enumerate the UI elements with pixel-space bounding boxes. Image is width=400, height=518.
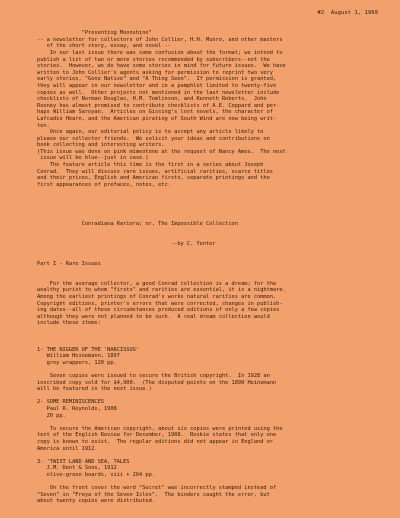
text-block [37,17,286,518]
item-text: America until 1912. [37,445,98,452]
item-text: On the front cover the word "Secret" was incorrectly stamped instead of [37,485,277,492]
article-title: Conradiana Rariora; or, The Impossible Collection [37,221,238,228]
rarity-item [37,393,286,452]
intro-line: In our last issue there was some confusion about the format; we intend to [37,49,283,56]
item-detail: Paul R. Reynolds, 1908 [37,406,117,413]
spacer [37,393,286,400]
intro-line: early stories, "Gone Native" and "A Thing Seen". If permission is granted, [37,76,277,83]
item-text: inscribed copy sold for $4,900. (The disputed points on the 1898 Heinemann [37,379,277,386]
intro-line: they will appear in our newsletter and in a pamphlet limited to twenty-five [37,82,277,89]
article-part-heading: Part I - Rare Issues [37,260,101,267]
intro-line: Once again, our editorial policy is to accept any article likely to [37,129,264,136]
item-heading: 1- THE NIGGER OF THE 'NARCISSUS' [37,346,140,353]
intro-line: publish a list of two or more stories recommended by subscribers--not the [37,56,270,63]
intro-line: copies as well. Other projects not mentioned in the last newsletter include [37,89,280,96]
intro-line: ten. [37,122,50,129]
item-text: To secure the American copyright, about six copies were printed using the [37,425,283,432]
item-text: text of the English Review for December, 1908. Roskie states that only one [37,432,277,439]
spacer [37,366,286,373]
item-text: Seven copies were issued to secure the British copyright. In 1928 an [37,373,270,380]
intro-line: The feature article this time is the first in a series about Joseph [37,162,264,169]
article-items [37,340,286,505]
intro-line: first appearances of prefaces, notes, etc. [37,181,171,188]
intro-line: -- a newsletter for collectors of John Collier, H.H. Munro, and other masters [37,36,283,43]
body-line: ing dates--all of these circumstances produced editions of only a few copies [37,307,280,314]
intro-line: (This issue was done on pink mimeotone at the request of Nancy Amos. The next [37,148,286,155]
intro-line: please our collector friends. We solicit your ideas and contributions on [37,135,270,142]
item-detail: grey wrappers, 120 pp. [37,359,117,366]
rarity-item [37,452,286,505]
body-line: Among the earliest printings of Conrad's works natural rarities are common. [37,293,277,300]
item-text: "Seven" in "Freya of the Seven Isles". The binders caught the error, but [37,491,270,498]
rarity-item [37,340,286,393]
intro-line: and their prices, English and American firsts, separate printings and the [37,175,270,182]
item-detail: William Heinemann, 1897 [37,353,120,360]
body-line: wealthy purist to whom "firsts" and rarities are essential, it is a nightmare. [37,287,286,294]
item-detail: olive-green boards, viii + 264 pp. [37,471,155,478]
item-text: about twenty copies were distributed. [37,498,155,505]
intro-line: issue will be blue--just in case.) [37,155,149,162]
article-byline: --by C. Yenter [37,241,216,248]
item-detail: J.M. Dent & Sons, 1912 [37,465,117,472]
intro-section [37,30,286,188]
intro-line: "Presenting Moonshine" [37,30,152,37]
body-line: For the average collector, a good Conrad collection is a dream; for the [37,280,277,287]
item-text: will be featured in the next issue.) [37,386,152,393]
item-heading: 2- SOME REMINISCENCES [37,399,104,406]
spacer [37,452,286,459]
intro-line: Rooney has almost promised to contribute checklists of A.E. Coppard and per- [37,102,280,109]
intro-line: stories. However, we do have some stories in mind for future issues. We have [37,63,286,70]
spacer [37,340,286,347]
item-detail: 20 pp. [37,412,66,419]
spacer [37,202,286,209]
issue-number-date: #2 August 1, 1969 [317,10,378,16]
item-heading: 3- 'TWIXT LAND AND SEA, TALES [37,458,130,465]
body-line: Copyright editions, printer's errors that were corrected, changes in publish- [37,300,283,307]
intro-line: written to John Collier's agents asking for permission to reprint two very [37,69,273,76]
article-body [37,281,286,327]
body-line: although they were not planned to be such. A real dream collection would [37,313,270,320]
spacer [37,419,286,426]
intro-line: book collecting and interesting writers. [37,142,165,149]
intro-line: Lafcadio Hearn, and the American pirating of South Wind are now being writ- [37,115,277,122]
intro-line: checklists of Norman Douglas, H.M. Tomlinson, and Kenneth Roberts. John [37,96,267,103]
body-line: include these items: [37,320,101,327]
item-text: copy is known to exist. The regular editions did not appear in England or [37,439,273,445]
spacer [37,479,286,486]
intro-line: Conrad. They will discuss rare issues, artificial rarities, scarce titles [37,168,273,175]
intro-line: of the short story, essay, and novel -- [37,43,171,50]
intro-line: haps William Saroyan. Articles on Gissing's lost novels, the character of [37,109,273,116]
